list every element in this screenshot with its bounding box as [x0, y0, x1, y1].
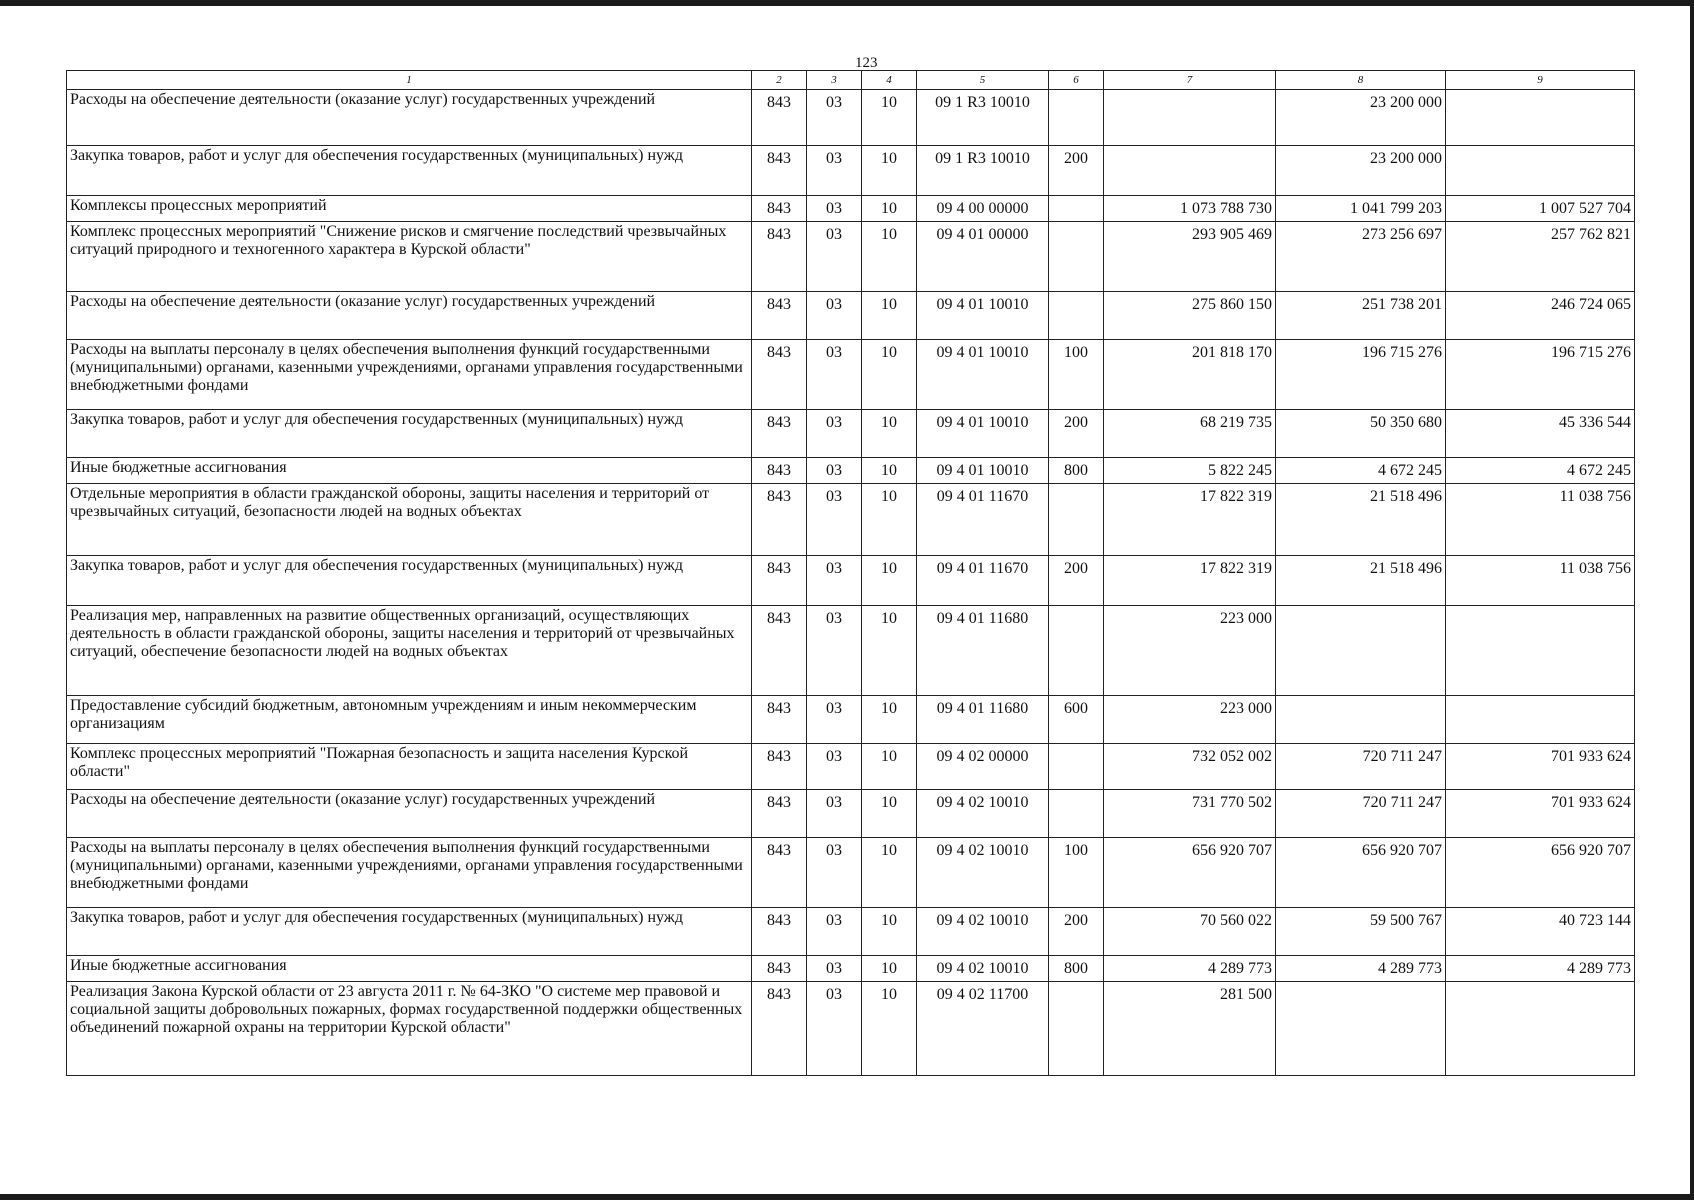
ministry-code: 843	[752, 982, 807, 1076]
expense-type-code	[1049, 292, 1104, 340]
amount-col-9: 11 038 756	[1446, 484, 1635, 556]
table-row	[67, 982, 1635, 1076]
target-article-code: 09 4 02 10010	[917, 908, 1049, 956]
target-article-code: 09 4 02 10010	[917, 838, 1049, 908]
ministry-code: 843	[752, 790, 807, 838]
amount-col-7: 17 822 319	[1104, 484, 1276, 556]
row-name: Иные бюджетные ассигнования	[67, 458, 752, 484]
amount-col-8: 4 289 773	[1276, 956, 1446, 982]
amount-col-7: 275 860 150	[1104, 292, 1276, 340]
amount-col-9: 257 762 821	[1446, 222, 1635, 292]
amount-col-8: 196 715 276	[1276, 340, 1446, 410]
amount-col-8	[1276, 982, 1446, 1076]
section-code: 03	[807, 908, 862, 956]
amount-col-7: 5 822 245	[1104, 458, 1276, 484]
expense-type-code	[1049, 484, 1104, 556]
amount-col-7: 656 920 707	[1104, 838, 1276, 908]
table-row	[67, 606, 1635, 696]
target-article-code: 09 4 01 11670	[917, 484, 1049, 556]
section-code: 03	[807, 340, 862, 410]
ministry-code: 843	[752, 744, 807, 790]
row-name: Иные бюджетные ассигнования	[67, 956, 752, 982]
subsection-code: 10	[862, 982, 917, 1076]
expense-type-code: 200	[1049, 908, 1104, 956]
amount-col-7: 223 000	[1104, 606, 1276, 696]
amount-col-7: 293 905 469	[1104, 222, 1276, 292]
table-row	[67, 696, 1635, 744]
section-code: 03	[807, 484, 862, 556]
section-code: 03	[807, 458, 862, 484]
amount-col-8: 4 672 245	[1276, 458, 1446, 484]
target-article-code: 09 4 01 10010	[917, 340, 1049, 410]
ministry-code: 843	[752, 956, 807, 982]
amount-col-8	[1276, 606, 1446, 696]
target-article-code: 09 1 R3 10010	[917, 146, 1049, 196]
expense-type-code	[1049, 606, 1104, 696]
amount-col-9	[1446, 696, 1635, 744]
ministry-code: 843	[752, 606, 807, 696]
scan-border-right	[1690, 0, 1694, 1200]
row-name: Комплекс процессных мероприятий "Пожарная безопасность и защита населения Курской области"	[67, 744, 752, 790]
section-code: 03	[807, 90, 862, 146]
expense-type-code	[1049, 222, 1104, 292]
target-article-code: 09 4 01 10010	[917, 292, 1049, 340]
expense-type-code: 200	[1049, 146, 1104, 196]
expense-type-code	[1049, 982, 1104, 1076]
amount-col-9: 196 715 276	[1446, 340, 1635, 410]
row-name: Реализация Закона Курской области от 23 августа 2011 г. № 64-ЗКО "О системе мер правовой и социальной защиты добровольных пожарных, формах государственной поддержки общественных объединений пожарной охраны на территории Курской области"	[67, 982, 752, 1076]
amount-col-7: 1 073 788 730	[1104, 196, 1276, 222]
row-name: Реализация мер, направленных на развитие общественных организаций, осуществляющих деятельность в области гражданской обороны, защиты населения и территорий от чрезвычайных ситуаций, обеспечение безопасности людей на водных объектах	[67, 606, 752, 696]
col-header-7: 7	[1104, 71, 1276, 90]
table-row	[67, 956, 1635, 982]
table-row	[67, 146, 1635, 196]
amount-col-9: 4 289 773	[1446, 956, 1635, 982]
amount-col-8: 656 920 707	[1276, 838, 1446, 908]
row-name: Комплекс процессных мероприятий "Снижение рисков и смягчение последствий чрезвычайных ситуаций природного и техногенного характера в Курской области"	[67, 222, 752, 292]
amount-col-7: 732 052 002	[1104, 744, 1276, 790]
amount-col-9	[1446, 606, 1635, 696]
amount-col-7: 223 000	[1104, 696, 1276, 744]
col-header-6: 6	[1049, 71, 1104, 90]
table-row	[67, 744, 1635, 790]
amount-col-8	[1276, 696, 1446, 744]
row-name: Комплексы процессных мероприятий	[67, 196, 752, 222]
table-row	[67, 340, 1635, 410]
table-row	[67, 556, 1635, 606]
amount-col-9: 45 336 544	[1446, 410, 1635, 458]
table-row	[67, 484, 1635, 556]
amount-col-8: 23 200 000	[1276, 90, 1446, 146]
row-name: Закупка товаров, работ и услуг для обеспечения государственных (муниципальных) нужд	[67, 908, 752, 956]
subsection-code: 10	[862, 696, 917, 744]
col-header-1: 1	[67, 71, 752, 90]
ministry-code: 843	[752, 90, 807, 146]
section-code: 03	[807, 696, 862, 744]
row-name: Отдельные мероприятия в области гражданской обороны, защиты населения и территорий от чрезвычайных ситуаций, безопасности людей на водных объектах	[67, 484, 752, 556]
row-name: Предоставление субсидий бюджетным, автономным учреждениям и иным некоммерческим организациям	[67, 696, 752, 744]
target-article-code: 09 4 01 00000	[917, 222, 1049, 292]
amount-col-9	[1446, 90, 1635, 146]
subsection-code: 10	[862, 484, 917, 556]
ministry-code: 843	[752, 222, 807, 292]
section-code: 03	[807, 790, 862, 838]
row-name: Закупка товаров, работ и услуг для обеспечения государственных (муниципальных) нужд	[67, 556, 752, 606]
col-header-5: 5	[917, 71, 1049, 90]
amount-col-7	[1104, 90, 1276, 146]
table-row	[67, 196, 1635, 222]
amount-col-9	[1446, 146, 1635, 196]
section-code: 03	[807, 292, 862, 340]
expense-type-code: 600	[1049, 696, 1104, 744]
amount-col-7: 4 289 773	[1104, 956, 1276, 982]
expense-type-code	[1049, 196, 1104, 222]
amount-col-7: 281 500	[1104, 982, 1276, 1076]
target-article-code: 09 4 01 11680	[917, 696, 1049, 744]
ministry-code: 843	[752, 458, 807, 484]
expense-type-code: 800	[1049, 458, 1104, 484]
col-header-4: 4	[862, 71, 917, 90]
amount-col-9	[1446, 982, 1635, 1076]
target-article-code: 09 1 R3 10010	[917, 90, 1049, 146]
ministry-code: 843	[752, 146, 807, 196]
target-article-code: 09 4 02 11700	[917, 982, 1049, 1076]
target-article-code: 09 4 01 11670	[917, 556, 1049, 606]
table-row	[67, 90, 1635, 146]
scan-border-bottom	[0, 1194, 1694, 1200]
amount-col-8: 1 041 799 203	[1276, 196, 1446, 222]
amount-col-9: 40 723 144	[1446, 908, 1635, 956]
col-header-2: 2	[752, 71, 807, 90]
amount-col-8: 21 518 496	[1276, 556, 1446, 606]
subsection-code: 10	[862, 458, 917, 484]
amount-col-9: 701 933 624	[1446, 744, 1635, 790]
target-article-code: 09 4 02 10010	[917, 956, 1049, 982]
expense-type-code	[1049, 90, 1104, 146]
section-code: 03	[807, 982, 862, 1076]
target-article-code: 09 4 02 10010	[917, 790, 1049, 838]
ministry-code: 843	[752, 410, 807, 458]
target-article-code: 09 4 00 00000	[917, 196, 1049, 222]
subsection-code: 10	[862, 196, 917, 222]
section-code: 03	[807, 556, 862, 606]
row-name: Расходы на выплаты персоналу в целях обеспечения выполнения функций государственными (муниципальными) органами, казенными учреждениями, органами управления государственными внебюджетными фондами	[67, 340, 752, 410]
subsection-code: 10	[862, 956, 917, 982]
ministry-code: 843	[752, 556, 807, 606]
row-name: Расходы на обеспечение деятельности (оказание услуг) государственных учреждений	[67, 790, 752, 838]
amount-col-8: 59 500 767	[1276, 908, 1446, 956]
target-article-code: 09 4 01 11680	[917, 606, 1049, 696]
amount-col-7	[1104, 146, 1276, 196]
expense-type-code: 100	[1049, 340, 1104, 410]
subsection-code: 10	[862, 292, 917, 340]
row-name: Расходы на обеспечение деятельности (оказание услуг) государственных учреждений	[67, 292, 752, 340]
subsection-code: 10	[862, 146, 917, 196]
amount-col-8: 251 738 201	[1276, 292, 1446, 340]
table-row	[67, 790, 1635, 838]
amount-col-8: 720 711 247	[1276, 744, 1446, 790]
section-code: 03	[807, 606, 862, 696]
subsection-code: 10	[862, 556, 917, 606]
page-number: 123	[855, 55, 878, 71]
target-article-code: 09 4 02 00000	[917, 744, 1049, 790]
column-number-row	[67, 71, 1635, 90]
ministry-code: 843	[752, 340, 807, 410]
row-name: Расходы на обеспечение деятельности (оказание услуг) государственных учреждений	[67, 90, 752, 146]
subsection-code: 10	[862, 744, 917, 790]
table-row	[67, 838, 1635, 908]
ministry-code: 843	[752, 484, 807, 556]
amount-col-8: 720 711 247	[1276, 790, 1446, 838]
expense-type-code: 200	[1049, 556, 1104, 606]
subsection-code: 10	[862, 838, 917, 908]
scan-border-top	[0, 0, 1694, 6]
ministry-code: 843	[752, 696, 807, 744]
ministry-code: 843	[752, 292, 807, 340]
amount-col-7: 70 560 022	[1104, 908, 1276, 956]
amount-col-7: 68 219 735	[1104, 410, 1276, 458]
amount-col-7: 17 822 319	[1104, 556, 1276, 606]
amount-col-8: 21 518 496	[1276, 484, 1446, 556]
expense-type-code: 200	[1049, 410, 1104, 458]
amount-col-9: 656 920 707	[1446, 838, 1635, 908]
subsection-code: 10	[862, 222, 917, 292]
amount-col-9: 11 038 756	[1446, 556, 1635, 606]
subsection-code: 10	[862, 410, 917, 458]
target-article-code: 09 4 01 10010	[917, 410, 1049, 458]
section-code: 03	[807, 196, 862, 222]
col-header-3: 3	[807, 71, 862, 90]
amount-col-8: 273 256 697	[1276, 222, 1446, 292]
ministry-code: 843	[752, 196, 807, 222]
amount-col-8: 50 350 680	[1276, 410, 1446, 458]
row-name: Расходы на выплаты персоналу в целях обеспечения выполнения функций государственными (муниципальными) органами, казенными учреждениями, органами управления государственными внебюджетными фондами	[67, 838, 752, 908]
budget-table	[66, 70, 1635, 1076]
amount-col-8: 23 200 000	[1276, 146, 1446, 196]
ministry-code: 843	[752, 908, 807, 956]
amount-col-9: 246 724 065	[1446, 292, 1635, 340]
expense-type-code: 100	[1049, 838, 1104, 908]
section-code: 03	[807, 838, 862, 908]
subsection-code: 10	[862, 90, 917, 146]
expense-type-code: 800	[1049, 956, 1104, 982]
col-header-9: 9	[1446, 71, 1635, 90]
table-row	[67, 292, 1635, 340]
expense-type-code	[1049, 744, 1104, 790]
amount-col-7: 201 818 170	[1104, 340, 1276, 410]
row-name: Закупка товаров, работ и услуг для обеспечения государственных (муниципальных) нужд	[67, 146, 752, 196]
subsection-code: 10	[862, 790, 917, 838]
table-row	[67, 222, 1635, 292]
target-article-code: 09 4 01 10010	[917, 458, 1049, 484]
subsection-code: 10	[862, 908, 917, 956]
table-row	[67, 410, 1635, 458]
amount-col-9: 4 672 245	[1446, 458, 1635, 484]
section-code: 03	[807, 146, 862, 196]
col-header-8: 8	[1276, 71, 1446, 90]
ministry-code: 843	[752, 838, 807, 908]
table-row	[67, 458, 1635, 484]
section-code: 03	[807, 956, 862, 982]
amount-col-7: 731 770 502	[1104, 790, 1276, 838]
section-code: 03	[807, 744, 862, 790]
section-code: 03	[807, 410, 862, 458]
subsection-code: 10	[862, 606, 917, 696]
subsection-code: 10	[862, 340, 917, 410]
section-code: 03	[807, 222, 862, 292]
amount-col-9: 701 933 624	[1446, 790, 1635, 838]
amount-col-9: 1 007 527 704	[1446, 196, 1635, 222]
expense-type-code	[1049, 790, 1104, 838]
table-row	[67, 908, 1635, 956]
row-name: Закупка товаров, работ и услуг для обеспечения государственных (муниципальных) нужд	[67, 410, 752, 458]
